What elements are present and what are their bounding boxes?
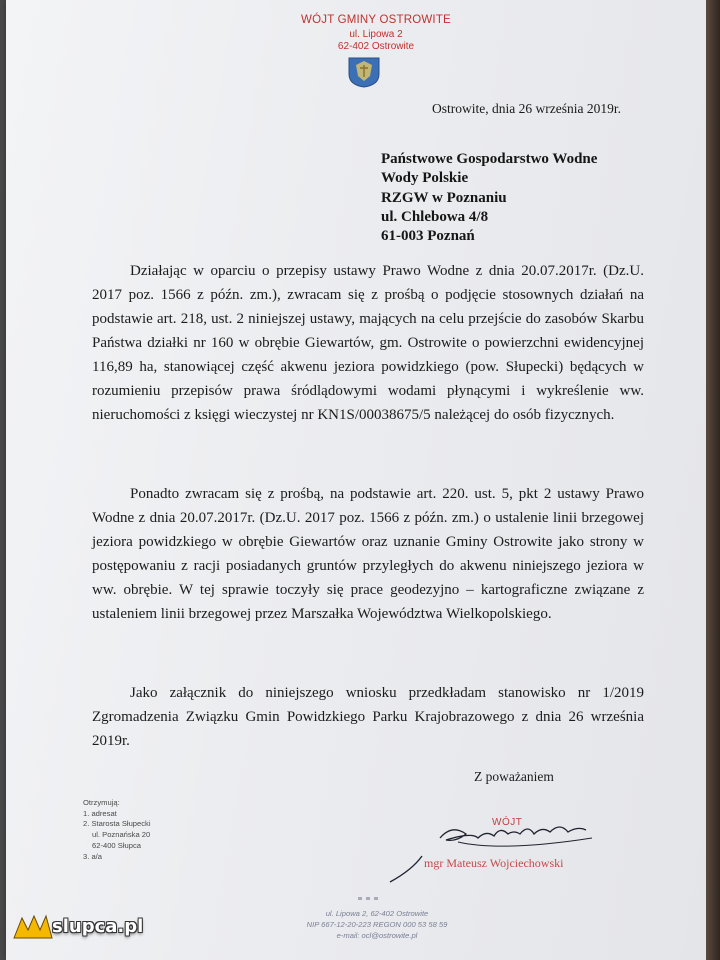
watermark-text: slupca.pl [52, 916, 144, 937]
letterhead-street: ul. Lipowa 2 [349, 29, 403, 40]
recipients-label: Otrzymują: [83, 798, 120, 807]
letterhead-city: 62-402 Ostrowite [337, 41, 415, 52]
recipient-line: Wody Polskie [381, 170, 469, 187]
footer-tax-ids: NIP 667-12-20-223 REGON 000 53 58 59 [306, 920, 448, 929]
footer-divider [358, 897, 382, 900]
footer-email: e-mail: ocl@ostrowite.pl [336, 931, 418, 940]
recipients-item: 2. Starosta Słupecki [83, 819, 151, 829]
body-paragraph-3: Jako załącznik do niniejszego wniosku przedkładam stanowisko nr 1/2019 Zgromadzenia Związku Gmin Powidzkiego Parku Krajobrazowego z dnia 26 września 2019r. [92, 685, 644, 749]
signatory-name: mgr Mateusz Wojciechowski [424, 856, 564, 870]
coat-of-arms-icon [347, 56, 381, 88]
recipients-item: 1. adresat [83, 808, 117, 818]
recipient-address [381, 150, 597, 246]
body-paragraph-1: Działając w oparciu o przepisy ustawy Prawo Wodne z dnia 20.07.2017r. (Dz.U. 2017 poz. 1566 z późn. zm.), zwracam się z prośbą o podjęcie stosownych działań na podstawie art. 218, ust. 2 niniejszej ustawy, mających na celu przejście do zasobów Skarbu Państwa działki nr 160 w obrębie Giewartów, gm. Ostrowite o powierzchni ewidencyjnej 116,89 ha, stanowiącej część akwenu jeziora powidzkiego (pow. Słupecki) będących w rozumieniu przepisów prawa śródlądowymi wodami płynącymi i wykreślenie ww. nieruchomości z księgi wieczystej nr KN1S/00038675/5 należącej do osób fizycznych. [92, 263, 644, 423]
recipients-item: 3. a/a [83, 851, 102, 861]
letterhead-title: WÓJT GMINY OSTROWITE [301, 14, 451, 26]
background-edge [706, 0, 720, 960]
recipient-line: Państwowe Gospodarstwo Wodne [381, 151, 598, 167]
closing-phrase: Z poważaniem [474, 769, 554, 784]
footer-address: ul. Lipowa 2, 62-402 Ostrowite [325, 909, 429, 918]
stamp-title: WÓJT [492, 817, 523, 828]
recipients-item: 62-400 Słupca [92, 840, 141, 850]
recipient-line: RZGW w Poznaniu [381, 189, 507, 206]
date-line: Ostrowite, dnia 26 września 2019r. [432, 101, 621, 116]
body-paragraph-2: Ponadto zwracam się z prośbą, na podstawie art. 220. ust. 5, pkt 2 ustawy Prawo Wodne z dnia 20.07.2017r. (Dz.U. 2017 poz. 1566 z późn. zm.) o ustalenie linii brzegowej jeziora powidzkiego w obrębie Giewartów oraz uznanie Gminy Ostrowite jako strony w postępowaniu z racji posiadanych gruntów przyległych do akwenu niniejszego jeziora w ww. obrębie. W tej sprawie toczyły się prace geodezyjno – kartograficzne związane z ustaleniem linii brzegowej przez Marszałka Województwa Wielkopolskiego. [92, 486, 644, 622]
recipients-list [83, 798, 151, 862]
recipient-line: 61-003 Poznań [381, 228, 475, 245]
recipient-line: ul. Chlebowa 4/8 [381, 208, 489, 225]
handwritten-signature [382, 812, 612, 884]
recipients-item: ul. Poznańska 20 [92, 830, 151, 840]
